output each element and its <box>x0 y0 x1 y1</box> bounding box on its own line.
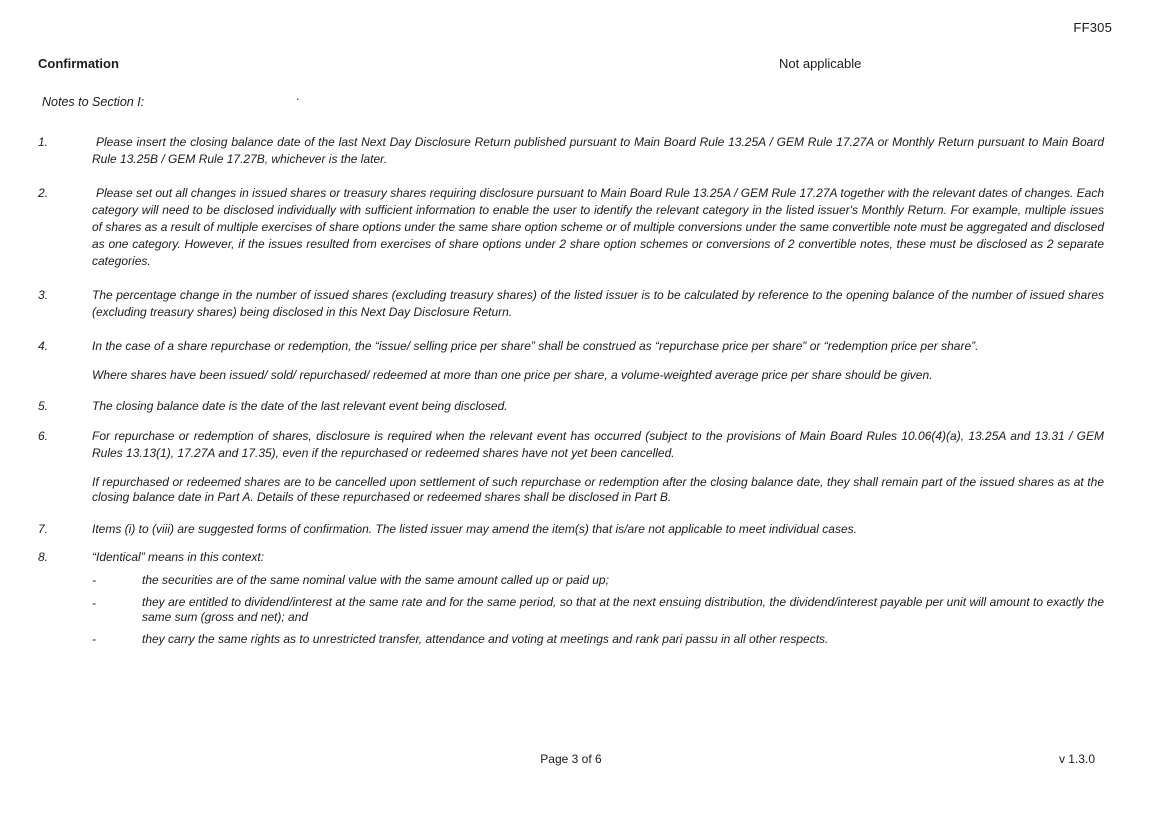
confirmation-label: Confirmation <box>38 56 119 71</box>
note-item-3 <box>38 287 1104 321</box>
note-bullet-list <box>92 572 1104 648</box>
note-body <box>92 134 1104 168</box>
note-paragraph: “Identical” means in this context: <box>92 550 265 564</box>
note-body <box>92 549 1104 648</box>
stray-period-mark: . <box>296 89 300 103</box>
note-paragraph: Where shares have been issued/ sold/ repurchased/ redeemed at more than one price per share, a volume-weighted average price per share should be given. <box>92 368 933 382</box>
note-body <box>92 338 1104 384</box>
version-label: v 1.3.0 <box>1058 752 1095 766</box>
note-bullet <box>92 595 1104 625</box>
note-paragraph: The closing balance date is the date of the last relevant event being disclosed. <box>92 399 508 413</box>
note-body <box>92 185 1104 270</box>
note-number: 3. <box>38 288 49 302</box>
note-paragraph: Please insert the closing balance date of the last Next Day Disclosure Return published pursuant to Main Board Rule 13.25A / GEM Rule 17.27A or Monthly Return pursuant to Main Board Rule 13.25B / GEM Rule 17.27B, whichever is the later. <box>92 135 1104 166</box>
note-body <box>92 428 1104 505</box>
note-bullet <box>92 572 1104 589</box>
bullet-dash: - <box>92 632 96 646</box>
note-body <box>92 521 1104 538</box>
note-number: 6. <box>38 429 49 443</box>
bullet-text: they carry the same rights as to unrestricted transfer, attendance and voting at meetings and rank pari passu in all other respects. <box>142 632 829 646</box>
note-body <box>92 398 1104 415</box>
note-number: 5. <box>38 399 49 413</box>
bullet-text: the securities are of the same nominal value with the same amount called up or paid up; <box>142 573 609 587</box>
confirmation-row <box>0 56 1168 72</box>
note-item-2 <box>38 185 1104 270</box>
form-code: FF305 <box>1073 20 1112 35</box>
note-bullet <box>92 631 1104 648</box>
notes-list <box>38 134 1104 648</box>
note-item-8 <box>38 549 1104 648</box>
note-paragraph: If repurchased or redeemed shares are to be cancelled upon settlement of such repurchase or redemption after the closing balance date, they shall remain part of the issued shares as at the closing balance date in Part A. Details of these repurchased or redeemed shares shall be disclosed in Part B. <box>92 475 1104 504</box>
note-paragraph: The percentage change in the number of issued shares (excluding treasury shares) of the listed issuer is to be calculated by reference to the opening balance of the number of issued shares (excluding treasury shares) being disclosed in this Next Day Disclosure Return. <box>92 288 1104 319</box>
note-number: 8. <box>38 550 49 564</box>
note-item-1 <box>38 134 1104 168</box>
note-body <box>92 287 1104 321</box>
note-number: 1. <box>38 135 49 149</box>
note-number: 4. <box>38 339 49 353</box>
page-number-label: Page 3 of 6 <box>540 752 602 766</box>
note-paragraph: Items (i) to (viii) are suggested forms of confirmation. The listed issuer may amend the item(s) that is/are not applicable to meet individual cases. <box>92 522 857 536</box>
note-item-4 <box>38 338 1104 384</box>
note-item-7 <box>38 521 1104 538</box>
note-item-6 <box>38 428 1104 505</box>
bullet-dash: - <box>92 573 96 587</box>
note-number: 2. <box>38 186 49 200</box>
note-number: 7. <box>38 522 49 536</box>
bullet-dash: - <box>92 596 96 610</box>
note-paragraph: Please set out all changes in issued shares or treasury shares requiring disclosure pursuant to Main Board Rule 13.25A / GEM Rule 17.27A together with the relevant dates of changes. Each category will need to be disclosed individually with sufficient information to enable the user to identify the relevant category in the listed issuer's Monthly Return. For example, multiple issues of shares as a result of multiple exercises of share options under the same share option scheme or of multiple conversions under the same convertible note must be aggregated and disclosed as one category. However, if the issues resulted from exercises of share options under 2 share option schemes or conversions of 2 convertible notes, these must be disclosed as 2 separate categories. <box>92 186 1104 268</box>
confirmation-value: Not applicable <box>779 56 862 71</box>
notes-section-heading: Notes to Section I: <box>42 95 145 109</box>
note-paragraph: In the case of a share repurchase or redemption, the “issue/ selling price per share” shall be construed as “repurchase price per share” or “redemption price per share”. <box>92 339 979 353</box>
note-paragraph: For repurchase or redemption of shares, disclosure is required when the relevant event has occurred (subject to the provisions of Main Board Rules 10.06(4)(a), 13.25A and 13.31 / GEM Rules 13.13(1), 17.27A and 17.35), even if the repurchased or redeemed shares have not yet been cancelled. <box>92 429 1104 460</box>
note-item-5 <box>38 398 1104 415</box>
bullet-text: they are entitled to dividend/interest at the same rate and for the same period, so that at the next ensuing distribution, the dividend/interest payable per unit will amount to exactly the same sum (gross and net); and <box>142 595 1104 624</box>
